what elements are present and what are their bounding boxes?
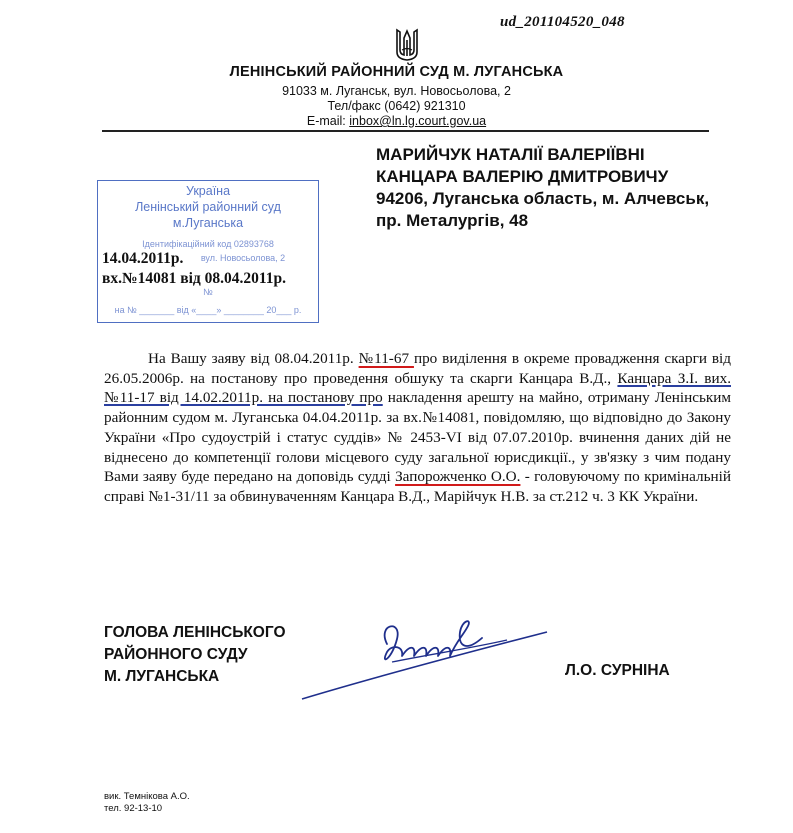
letter-body (104, 349, 731, 507)
court-name: ЛЕНІНСЬКИЙ РАЙОННИЙ СУД М. ЛУГАНСЬКА (229, 64, 564, 80)
document-id: ud_201104520_048 (500, 14, 625, 30)
recipient-line-1: МАРИЙЧУК НАТАЛІЇ ВАЛЕРІЇВНІ (376, 145, 645, 164)
stamp-incoming-number: вх.№14081 від 08.04.2011р. (102, 270, 286, 287)
signatory-title-line-2: РАЙОННОГО СУДУ (104, 646, 248, 663)
complaint-reference: Канцара З.І. вих.№11-17 від 14.02.2011р. на постанову про (104, 369, 731, 407)
header-divider (102, 130, 709, 132)
stamp-court: Ленінський районний суд (135, 200, 281, 214)
email-link[interactable]: inbox@ln.lg.court.gov.ua (349, 114, 487, 128)
court-address: 91033 м. Луганськ, вул. Новосьолова, 2 (282, 84, 511, 98)
executor-name: вик. Темнікова А.О. (104, 791, 190, 802)
signatory-title-line-3: М. ЛУГАНСЬКА (104, 668, 220, 685)
signatory-name: Л.О. СУРНІНА (565, 662, 670, 679)
trident-emblem-icon (394, 28, 420, 62)
signatory-title (104, 622, 286, 688)
stamp-number: № (203, 287, 213, 297)
application-number: №11-67 (358, 350, 414, 367)
body-part-1: На Вашу заяву від 08.04.2011р. (148, 350, 359, 367)
judge-name: Запорожченко О.О. (395, 468, 521, 486)
recipient-line-2: КАНЦАРА ВАЛЕРІЮ ДМИТРОВИЧУ (376, 167, 669, 186)
recipient-line-3: 94206, Луганська область, м. Алчевськ, (376, 189, 710, 208)
stamp-city: м.Луганська (172, 216, 244, 230)
body-part-7: - головуючому по кримінальній справі №1-31/11 за обвинуваченням Канцара В.Д., Марійчук Н.В. за ст.212 ч. 3 КК України. (104, 468, 731, 505)
stamp-country: Україна (185, 184, 231, 198)
recipient-line-4: пр. Металургів, 48 (376, 211, 529, 230)
handwritten-signature (292, 604, 554, 714)
stamp-code: Ідентифікаційний код 02893768 (142, 239, 274, 249)
stamp-date: 14.04.2011р. (102, 250, 184, 267)
stamp-street: вул. Новосьолова, 2 (200, 253, 286, 263)
signatory-title-line-1: ГОЛОВА ЛЕНІНСЬКОГО (104, 624, 286, 641)
court-email (0, 114, 793, 128)
email-label: E-mail: (306, 114, 350, 128)
body-part-3: про виділення в окреме провадження скарги від 26.05.2006р. на постанову про проведення обшуку та скарги Канцара В.Д., (104, 350, 731, 387)
stamp-reply-ref: на № _______ від «____» ________ 20___ р. (114, 305, 302, 315)
court-phone: Тел/факс (0642) 921310 (327, 99, 466, 113)
body-part-5: накладення арешту на майно, отриману Ленінським районним судом м. Луганська 04.04.2011р. за вх.№14081, повідомляю, що відповідно до Закону України «Про судоустрій і статус суддів» № 2453-VI від 07.07.2010р. вчинення даних дій не віднесено до компетенції голови місцевого суду загальної юрисдикції., у зв'язку з чим подану Вами заяву буде передано на доповідь судді (104, 389, 731, 486)
executor-phone: тел. 92-13-10 (104, 803, 163, 814)
